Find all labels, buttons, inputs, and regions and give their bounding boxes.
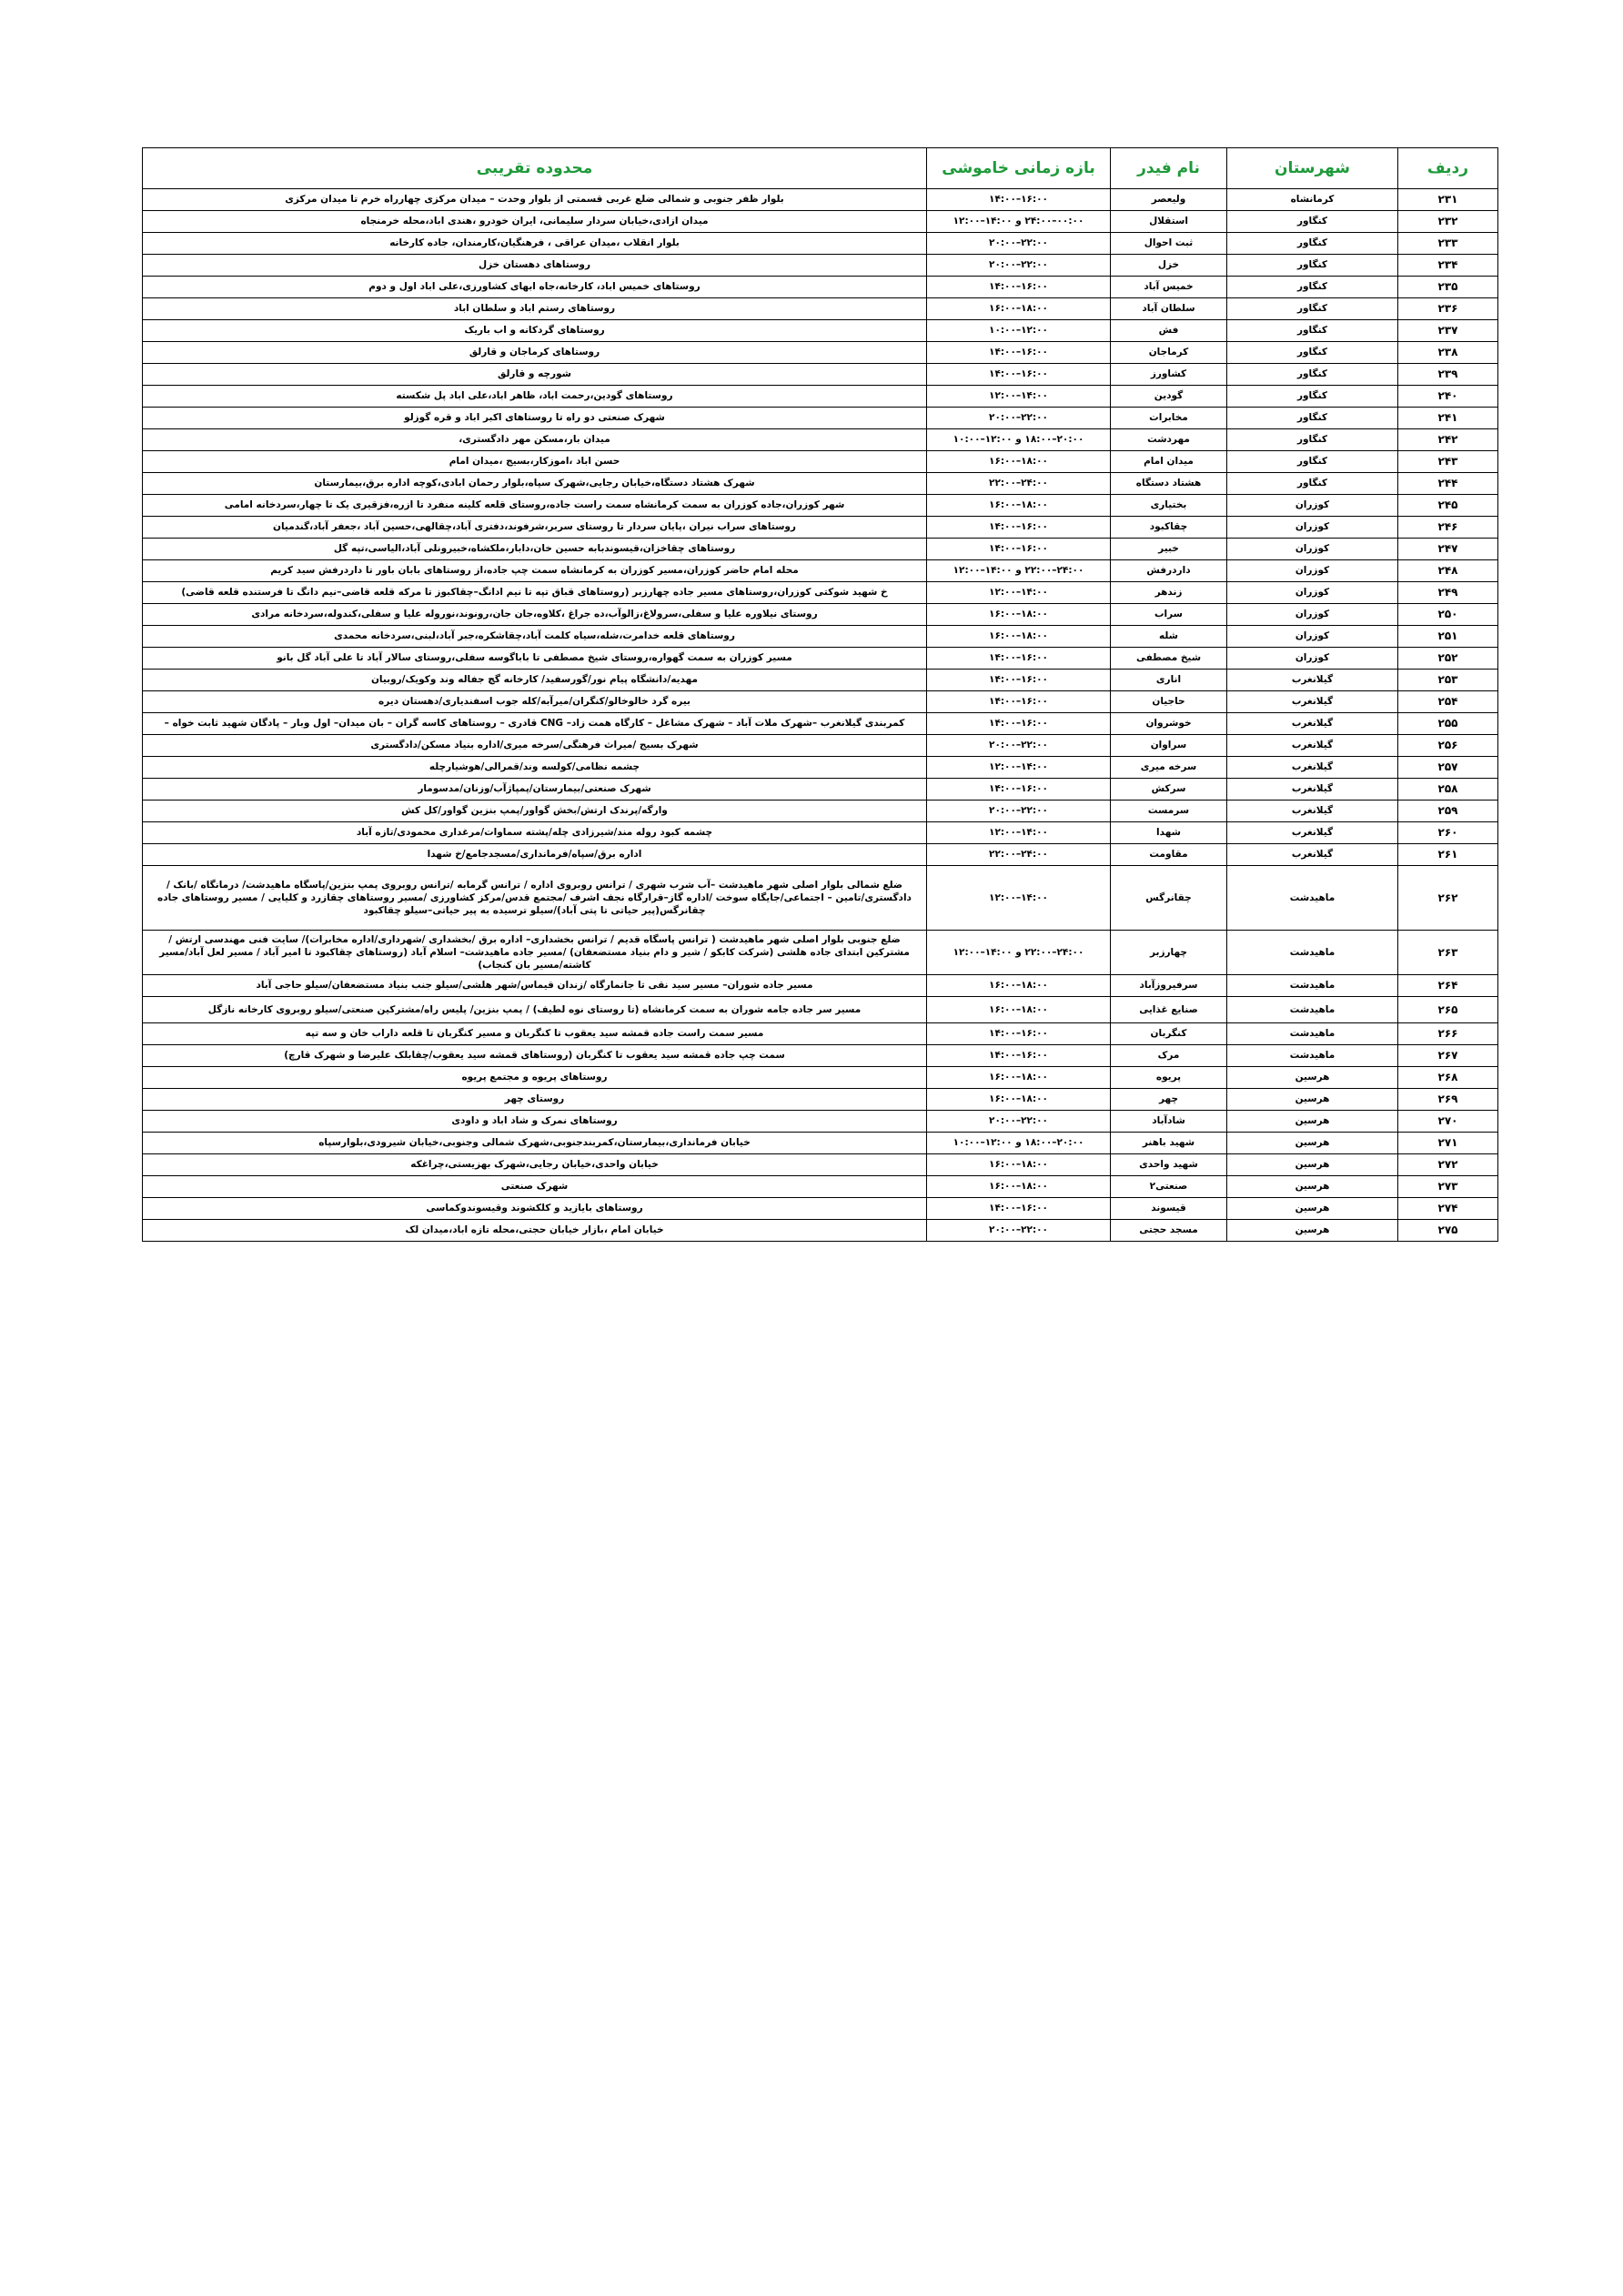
cell-feeder: سرکش bbox=[1111, 779, 1227, 801]
cell-feeder: کشاورز bbox=[1111, 364, 1227, 386]
cell-feeder: صنایع غذایی bbox=[1111, 997, 1227, 1023]
cell-row-no: ۲۶۸ bbox=[1398, 1067, 1498, 1089]
cell-row-no: ۲۶۰ bbox=[1398, 822, 1498, 844]
cell-county: کرمانشاه bbox=[1227, 189, 1398, 211]
table-row bbox=[143, 408, 1498, 429]
cell-county: گیلانغرب bbox=[1227, 713, 1398, 735]
cell-area: روستاهای خمیس اباد، کارخانه،جاه ابهای کشاورزی،علی اباد اول و دوم bbox=[143, 277, 927, 298]
cell-feeder: ثبت احوال bbox=[1111, 233, 1227, 255]
table-row bbox=[143, 735, 1498, 757]
cell-feeder: زندهر bbox=[1111, 582, 1227, 604]
cell-county: گیلانغرب bbox=[1227, 801, 1398, 822]
cell-county: کوزران bbox=[1227, 604, 1398, 626]
table-row bbox=[143, 342, 1498, 364]
cell-area: مسیر کوزران به سمت گهواره،روستای شیخ مصطفی تا باباگوسه سفلی،روستای سالار آباد تا علی آباد گل بانو bbox=[143, 648, 927, 670]
cell-feeder: چقاکبود bbox=[1111, 517, 1227, 539]
table-row bbox=[143, 713, 1498, 735]
cell-area: شهر کوزران،جاده کوزران به سمت کرمانشاه سمت راست جاده،روستای قلعه کلینه منفرد تا ازره،فزقیری یک تا چهار،سردخانه امامی bbox=[143, 495, 927, 517]
cell-row-no: ۲۴۷ bbox=[1398, 539, 1498, 560]
cell-feeder: شیخ مصطفی bbox=[1111, 648, 1227, 670]
cell-area: ضلع شمالی بلوار اصلی شهر ماهیدشت –آب شرب شهری / ترانس روبروی اداره / ترانس گرمابه /ترانس روبروی پمپ بنزین/پاسگاه ماهیدشت/ درمانگاه /بانک /دادگستری/تامین – اجتماعی/جایگاه سوخت /اداره گاز–قرارگاه نجف اشرف /مجتمع قدس/مرکز کشاورزی /مسیر روستاهای چقازرد و کلیایی / مسیر روستاهای جاده چقانرگس(پیر حیاتی تا پتی آباد)/سیلو ترسیده به پیر حیاتی–سیلو چقاکبود bbox=[143, 866, 927, 931]
cell-time: ۱۶:۰۰–۱۴:۰۰ bbox=[927, 1045, 1111, 1067]
cell-row-no: ۲۷۰ bbox=[1398, 1111, 1498, 1133]
cell-feeder: مسجد حجتی bbox=[1111, 1220, 1227, 1242]
cell-feeder: خمیس آباد bbox=[1111, 277, 1227, 298]
cell-county: هرسین bbox=[1227, 1111, 1398, 1133]
cell-time: ۱۸:۰۰–۱۶:۰۰ bbox=[927, 495, 1111, 517]
cell-area: روستاهای بایازید و کلکشوند وقیسوندوکماسی bbox=[143, 1198, 927, 1220]
cell-county: ماهیدشت bbox=[1227, 975, 1398, 997]
cell-time: ۲۲:۰۰–۲۰:۰۰ bbox=[927, 233, 1111, 255]
header-row-no: ردیف bbox=[1398, 148, 1498, 189]
cell-feeder: کنگربان bbox=[1111, 1023, 1227, 1045]
cell-feeder: شهدا bbox=[1111, 822, 1227, 844]
cell-county: کنگاور bbox=[1227, 342, 1398, 364]
cell-area: روستاهای نمرک و شاد اباد و داودی bbox=[143, 1111, 927, 1133]
cell-area: روستای چهر bbox=[143, 1089, 927, 1111]
cell-row-no: ۲۷۳ bbox=[1398, 1176, 1498, 1198]
cell-row-no: ۲۴۸ bbox=[1398, 560, 1498, 582]
table-row bbox=[143, 211, 1498, 233]
cell-feeder: چهر bbox=[1111, 1089, 1227, 1111]
cell-area: مسیر جاده شوران– مسیر سید نقی تا جانمارگاه /زندان قیماس/شهر هلشی/سیلو جنب بنیاد مستضعفان/سیلو حاجی آباد bbox=[143, 975, 927, 997]
table-row bbox=[143, 648, 1498, 670]
cell-time: ۱۴:۰۰–۱۲:۰۰ bbox=[927, 757, 1111, 779]
table-row bbox=[143, 1176, 1498, 1198]
cell-area: مسیر سر جاده جامه شوران به سمت کرمانشاه (تا روستای نوه لطیف) / پمپ بنزین/ پلیس راه/مشترکین صنعتی/سیلو روبروی کارخانه نازگل bbox=[143, 997, 927, 1023]
cell-feeder: سرفیروزآباد bbox=[1111, 975, 1227, 997]
table-row bbox=[143, 779, 1498, 801]
cell-area: شهرک صنعتی bbox=[143, 1176, 927, 1198]
table-row bbox=[143, 233, 1498, 255]
cell-area: وارگه/پرندک ارتش/بخش گواور/پمپ بنزین گواور/کل کش bbox=[143, 801, 927, 822]
cell-county: گیلانغرب bbox=[1227, 822, 1398, 844]
table-row bbox=[143, 582, 1498, 604]
table-row bbox=[143, 277, 1498, 298]
cell-county: ماهیدشت bbox=[1227, 866, 1398, 931]
cell-row-no: ۲۵۷ bbox=[1398, 757, 1498, 779]
cell-county: کنگاور bbox=[1227, 298, 1398, 320]
cell-row-no: ۲۵۶ bbox=[1398, 735, 1498, 757]
cell-time: ۱۶:۰۰–۱۴:۰۰ bbox=[927, 342, 1111, 364]
cell-row-no: ۲۵۳ bbox=[1398, 670, 1498, 691]
table-row bbox=[143, 429, 1498, 451]
table-body bbox=[143, 189, 1498, 1242]
header-feeder: نام فیدر bbox=[1111, 148, 1227, 189]
cell-time: ۱۲:۰۰–۱۰:۰۰ bbox=[927, 320, 1111, 342]
cell-time: ۱۶:۰۰–۱۴:۰۰ bbox=[927, 691, 1111, 713]
cell-county: هرسین bbox=[1227, 1067, 1398, 1089]
cell-row-no: ۲۳۷ bbox=[1398, 320, 1498, 342]
cell-time: ۱۶:۰۰–۱۴:۰۰ bbox=[927, 277, 1111, 298]
cell-area: شهرک بسیج /میراث فرهنگی/سرخه میری/اداره بنیاد مسکن/دادگستری bbox=[143, 735, 927, 757]
cell-row-no: ۲۷۴ bbox=[1398, 1198, 1498, 1220]
cell-row-no: ۲۴۰ bbox=[1398, 386, 1498, 408]
cell-row-no: ۲۶۶ bbox=[1398, 1023, 1498, 1045]
cell-feeder: پریوه bbox=[1111, 1067, 1227, 1089]
cell-row-no: ۲۴۹ bbox=[1398, 582, 1498, 604]
cell-row-no: ۲۶۴ bbox=[1398, 975, 1498, 997]
cell-feeder: مخابرات bbox=[1111, 408, 1227, 429]
cell-county: هرسین bbox=[1227, 1220, 1398, 1242]
cell-area: شهرک صنعتی/بیمارستان/پمپاژآب/وزنان/مدسومار bbox=[143, 779, 927, 801]
cell-time: ۲۴:۰۰–۲۲:۰۰ و ۱۴:۰۰–۱۲:۰۰ bbox=[927, 931, 1111, 975]
cell-feeder: خزل bbox=[1111, 255, 1227, 277]
cell-time: ۲۴:۰۰–۲۲:۰۰ bbox=[927, 844, 1111, 866]
cell-county: کنگاور bbox=[1227, 451, 1398, 473]
table-row bbox=[143, 1220, 1498, 1242]
cell-time: ۱۶:۰۰–۱۴:۰۰ bbox=[927, 1198, 1111, 1220]
cell-area: محله امام حاضر کوزران،مسیر کوزران به کرمانشاه سمت چپ جاده،از روستاهای بابان باور تا داردرفش سید کریم bbox=[143, 560, 927, 582]
table-row bbox=[143, 866, 1498, 931]
table-row bbox=[143, 320, 1498, 342]
table-row bbox=[143, 604, 1498, 626]
cell-time: ۱۸:۰۰–۱۶:۰۰ bbox=[927, 604, 1111, 626]
cell-county: کنگاور bbox=[1227, 408, 1398, 429]
cell-county: کنگاور bbox=[1227, 277, 1398, 298]
cell-area: حسن اباد ،اموزکار،بسیج ،میدان امام bbox=[143, 451, 927, 473]
cell-time: ۲۲:۰۰–۲۰:۰۰ bbox=[927, 408, 1111, 429]
cell-feeder: ولیعصر bbox=[1111, 189, 1227, 211]
cell-area: روستاهای دهستان خزل bbox=[143, 255, 927, 277]
header-time: بازه زمانی خاموشی bbox=[927, 148, 1111, 189]
cell-county: ماهیدشت bbox=[1227, 1045, 1398, 1067]
cell-feeder: شهید باهنر bbox=[1111, 1133, 1227, 1154]
cell-county: هرسین bbox=[1227, 1133, 1398, 1154]
cell-area: روستاهای کرماجان و قارلق bbox=[143, 342, 927, 364]
cell-feeder: مرک bbox=[1111, 1045, 1227, 1067]
table-row bbox=[143, 1089, 1498, 1111]
cell-time: ۱۸:۰۰–۱۶:۰۰ bbox=[927, 1089, 1111, 1111]
table-row bbox=[143, 473, 1498, 495]
cell-area: روستاهای گودین،رحمت اباد، ظاهر اباد،علی اباد پل شکسته bbox=[143, 386, 927, 408]
cell-time: ۲۰:۰۰–۱۸:۰۰ و ۱۲:۰۰–۱۰:۰۰ bbox=[927, 1133, 1111, 1154]
cell-county: کوزران bbox=[1227, 517, 1398, 539]
cell-feeder: اناری bbox=[1111, 670, 1227, 691]
table-row bbox=[143, 451, 1498, 473]
cell-time: ۱۴:۰۰–۱۲:۰۰ bbox=[927, 866, 1111, 931]
table-row bbox=[143, 386, 1498, 408]
cell-county: کنگاور bbox=[1227, 364, 1398, 386]
document-page bbox=[142, 147, 1497, 1242]
cell-area: مسیر سمت راست جاده قمشه سید یعقوب تا کنگربان و مسیر کنگربان تا قلعه داراب خان و سه تپه bbox=[143, 1023, 927, 1045]
table-row bbox=[143, 1067, 1498, 1089]
table-row bbox=[143, 539, 1498, 560]
table-row bbox=[143, 298, 1498, 320]
cell-row-no: ۲۶۳ bbox=[1398, 931, 1498, 975]
cell-feeder: استقلال bbox=[1111, 211, 1227, 233]
cell-county: هرسین bbox=[1227, 1154, 1398, 1176]
table-row bbox=[143, 691, 1498, 713]
cell-time: ۱۸:۰۰–۱۶:۰۰ bbox=[927, 298, 1111, 320]
cell-time: ۲۲:۰۰–۲۰:۰۰ bbox=[927, 1111, 1111, 1133]
cell-time: ۱۴:۰۰–۱۲:۰۰ bbox=[927, 822, 1111, 844]
cell-area: روستاهای چقاخزان،قیسوندبابه حسین خان،دابار،ملکشاه،خبیرونلی آباد،الیاسی،تپه گل bbox=[143, 539, 927, 560]
cell-time: ۱۸:۰۰–۱۶:۰۰ bbox=[927, 1154, 1111, 1176]
cell-feeder: فش bbox=[1111, 320, 1227, 342]
cell-county: هرسین bbox=[1227, 1198, 1398, 1220]
cell-feeder: شله bbox=[1111, 626, 1227, 648]
table-row bbox=[143, 1111, 1498, 1133]
table-row bbox=[143, 1045, 1498, 1067]
cell-row-no: ۲۳۹ bbox=[1398, 364, 1498, 386]
cell-area: روستاهای سراب نیران ،پایان سردار تا روستای سربر،شرفوند،دفتری آباد،چقالهی،حسین آباد ،جعفر آباد،گندمیان bbox=[143, 517, 927, 539]
cell-time: ۱۶:۰۰–۱۴:۰۰ bbox=[927, 779, 1111, 801]
cell-time: ۱۶:۰۰–۱۴:۰۰ bbox=[927, 1023, 1111, 1045]
cell-feeder: داردرفش bbox=[1111, 560, 1227, 582]
cell-feeder: هشتاد دستگاه bbox=[1111, 473, 1227, 495]
cell-time: ۲۰:۰۰–۱۸:۰۰ و ۱۲:۰۰–۱۰:۰۰ bbox=[927, 429, 1111, 451]
cell-county: کنگاور bbox=[1227, 211, 1398, 233]
cell-row-no: ۲۴۶ bbox=[1398, 517, 1498, 539]
cell-row-no: ۲۳۳ bbox=[1398, 233, 1498, 255]
cell-county: گیلانغرب bbox=[1227, 735, 1398, 757]
cell-row-no: ۲۳۴ bbox=[1398, 255, 1498, 277]
cell-time: ۰۰:۰۰–۲۴:۰۰ و ۱۴:۰۰–۱۲:۰۰ bbox=[927, 211, 1111, 233]
cell-area: بلوار ظفر جنوبی و شمالی ضلع غربی قسمتی از بلوار وحدت – میدان مرکزی چهارراه خرم تا میدان مرکزی bbox=[143, 189, 927, 211]
cell-row-no: ۲۵۸ bbox=[1398, 779, 1498, 801]
cell-row-no: ۲۳۸ bbox=[1398, 342, 1498, 364]
cell-area: روستاهای گردکانه و اب باریک bbox=[143, 320, 927, 342]
cell-row-no: ۲۳۱ bbox=[1398, 189, 1498, 211]
table-row bbox=[143, 757, 1498, 779]
cell-area: روستاهای رستم اباد و سلطان اباد bbox=[143, 298, 927, 320]
cell-area: اداره برق/سپاه/فرمانداری/مسجدجامع/خ شهدا bbox=[143, 844, 927, 866]
table-row bbox=[143, 1154, 1498, 1176]
cell-area: روستاهای پریوه و مجتمع پریوه bbox=[143, 1067, 927, 1089]
cell-feeder: سرمست bbox=[1111, 801, 1227, 822]
cell-time: ۱۶:۰۰–۱۴:۰۰ bbox=[927, 648, 1111, 670]
cell-row-no: ۲۴۴ bbox=[1398, 473, 1498, 495]
cell-area: خیابان امام ،بازار خیابان حجتی،محله تازه اباد،میدان لک bbox=[143, 1220, 927, 1242]
cell-feeder: چقانرگس bbox=[1111, 866, 1227, 931]
table-row bbox=[143, 975, 1498, 997]
cell-county: کوزران bbox=[1227, 560, 1398, 582]
table-row bbox=[143, 670, 1498, 691]
cell-area: خ شهید شوکتی کوزران،روستاهای مسیر جاده چهارزبر (روستاهای قباق تپه تا نیم ادانگ–چقاکبوز تا مرکه قلعه قاضی–نیم دانگ تا فرستنده قلعه قاضی) bbox=[143, 582, 927, 604]
cell-feeder: مقاومت bbox=[1111, 844, 1227, 866]
cell-area: بیره گرد خالوخالو/کنگران/میرآبه/کله جوب اسفندیاری/دهستان دیره bbox=[143, 691, 927, 713]
cell-county: گیلانغرب bbox=[1227, 757, 1398, 779]
cell-area: سمت چپ جاده قمشه سید یعقوب تا کنگربان (روستاهای قمشه سید یعقوب/چقابلک علیرضا و شهرک قارچ) bbox=[143, 1045, 927, 1067]
cell-feeder: چهارزبر bbox=[1111, 931, 1227, 975]
cell-row-no: ۲۶۹ bbox=[1398, 1089, 1498, 1111]
cell-area: شورچه و قارلق bbox=[143, 364, 927, 386]
cell-row-no: ۲۴۵ bbox=[1398, 495, 1498, 517]
table-row bbox=[143, 844, 1498, 866]
cell-time: ۱۸:۰۰–۱۶:۰۰ bbox=[927, 997, 1111, 1023]
cell-row-no: ۲۵۴ bbox=[1398, 691, 1498, 713]
cell-row-no: ۲۴۲ bbox=[1398, 429, 1498, 451]
cell-area: بلوار انقلاب ،میدان عراقی ، فرهنگیان،کارمندان، جاده کارخانه bbox=[143, 233, 927, 255]
cell-area: شهرک هشتاد دستگاه،خیابان رجایی،شهرک سپاه،بلوار رحمان ابادی،کوچه اداره برق،بیمارستان bbox=[143, 473, 927, 495]
table-row bbox=[143, 822, 1498, 844]
cell-row-no: ۲۵۲ bbox=[1398, 648, 1498, 670]
cell-time: ۱۸:۰۰–۱۶:۰۰ bbox=[927, 1067, 1111, 1089]
cell-feeder: صنعتی۲ bbox=[1111, 1176, 1227, 1198]
cell-row-no: ۲۶۲ bbox=[1398, 866, 1498, 931]
cell-time: ۱۴:۰۰–۱۲:۰۰ bbox=[927, 386, 1111, 408]
cell-feeder: سراوان bbox=[1111, 735, 1227, 757]
table-row bbox=[143, 801, 1498, 822]
cell-county: کوزران bbox=[1227, 539, 1398, 560]
cell-feeder: خوشروان bbox=[1111, 713, 1227, 735]
cell-row-no: ۲۴۳ bbox=[1398, 451, 1498, 473]
cell-feeder: سرخه میری bbox=[1111, 757, 1227, 779]
cell-area: مهدیه/دانشگاه پیام نور/گورسفید/ کارخانه گچ جفاله وند وکویک/روبیان bbox=[143, 670, 927, 691]
cell-time: ۱۸:۰۰–۱۶:۰۰ bbox=[927, 1176, 1111, 1198]
cell-area: روستای نیلاوره علیا و سفلی،سرولاغ،زالوآب،ده جراغ ،کلاوه،جان جان،رونوند،نوروله علیا و سفلی،کندوله،سردخانه مرادی bbox=[143, 604, 927, 626]
cell-time: ۱۸:۰۰–۱۶:۰۰ bbox=[927, 626, 1111, 648]
cell-county: کنگاور bbox=[1227, 386, 1398, 408]
cell-county: کنگاور bbox=[1227, 255, 1398, 277]
cell-county: گیلانغرب bbox=[1227, 844, 1398, 866]
cell-county: گیلانغرب bbox=[1227, 670, 1398, 691]
cell-row-no: ۲۷۱ bbox=[1398, 1133, 1498, 1154]
cell-row-no: ۲۶۱ bbox=[1398, 844, 1498, 866]
cell-row-no: ۲۳۵ bbox=[1398, 277, 1498, 298]
table-row bbox=[143, 626, 1498, 648]
outage-schedule-table bbox=[142, 147, 1498, 1242]
cell-county: کنگاور bbox=[1227, 473, 1398, 495]
cell-area: چشمه نظامی/کولسه وند/قمرالی/هوشیارچله bbox=[143, 757, 927, 779]
table-row bbox=[143, 517, 1498, 539]
cell-area: خیابان فرمانداری،بیمارستان،کمربندجنوبی،شهرک شمالی وجنوبی،خیابان شیرودی،بلوارسپاه bbox=[143, 1133, 927, 1154]
cell-row-no: ۲۳۲ bbox=[1398, 211, 1498, 233]
cell-time: ۱۸:۰۰–۱۶:۰۰ bbox=[927, 451, 1111, 473]
table-row bbox=[143, 255, 1498, 277]
cell-area: خیابان واحدی،خیابان رجایی،شهرک بهزیستی،چراغکه bbox=[143, 1154, 927, 1176]
cell-area: شهرک صنعتی دو راه تا روستاهای اکبر اباد و قره گوزلو bbox=[143, 408, 927, 429]
cell-feeder: مهردشت bbox=[1111, 429, 1227, 451]
cell-feeder: سلطان آباد bbox=[1111, 298, 1227, 320]
cell-county: گیلانغرب bbox=[1227, 779, 1398, 801]
table-row bbox=[143, 189, 1498, 211]
cell-county: هرسین bbox=[1227, 1176, 1398, 1198]
cell-time: ۲۴:۰۰–۲۲:۰۰ bbox=[927, 473, 1111, 495]
cell-area: کمربندی گیلانغرب –شهرک ملات آباد – شهرک مشاغل – کارگاه همت زاد– CNG قادری – روستاهای کاسه گران – بان میدان– اول وبار – پادگان شهید ثابت خواه – bbox=[143, 713, 927, 735]
cell-time: ۲۲:۰۰–۲۰:۰۰ bbox=[927, 801, 1111, 822]
cell-county: کوزران bbox=[1227, 626, 1398, 648]
header-county: شهرستان bbox=[1227, 148, 1398, 189]
cell-row-no: ۲۷۲ bbox=[1398, 1154, 1498, 1176]
cell-time: ۲۲:۰۰–۲۰:۰۰ bbox=[927, 735, 1111, 757]
cell-county: کنگاور bbox=[1227, 429, 1398, 451]
table-row bbox=[143, 495, 1498, 517]
cell-row-no: ۲۶۵ bbox=[1398, 997, 1498, 1023]
cell-row-no: ۲۴۱ bbox=[1398, 408, 1498, 429]
table-row bbox=[143, 1023, 1498, 1045]
table-row bbox=[143, 997, 1498, 1023]
cell-area: میدان ازادی،خیابان سردار سلیمانی، ایران خودرو ،هندی اباد،محله خرمنجاه bbox=[143, 211, 927, 233]
table-row bbox=[143, 560, 1498, 582]
cell-feeder: سراب bbox=[1111, 604, 1227, 626]
cell-county: کنگاور bbox=[1227, 233, 1398, 255]
cell-row-no: ۲۵۵ bbox=[1398, 713, 1498, 735]
cell-time: ۱۶:۰۰–۱۴:۰۰ bbox=[927, 364, 1111, 386]
cell-feeder: میدان امام bbox=[1111, 451, 1227, 473]
cell-feeder: خبیر bbox=[1111, 539, 1227, 560]
cell-county: ماهیدشت bbox=[1227, 1023, 1398, 1045]
cell-county: کنگاور bbox=[1227, 320, 1398, 342]
cell-feeder: کرماجان bbox=[1111, 342, 1227, 364]
cell-feeder: بختیاری bbox=[1111, 495, 1227, 517]
cell-feeder: شادآباد bbox=[1111, 1111, 1227, 1133]
cell-feeder: گودین bbox=[1111, 386, 1227, 408]
cell-feeder: قیسوند bbox=[1111, 1198, 1227, 1220]
table-header-row bbox=[143, 148, 1498, 189]
cell-row-no: ۲۵۱ bbox=[1398, 626, 1498, 648]
cell-time: ۱۸:۰۰–۱۶:۰۰ bbox=[927, 975, 1111, 997]
cell-county: ماهیدشت bbox=[1227, 997, 1398, 1023]
cell-time: ۱۶:۰۰–۱۴:۰۰ bbox=[927, 539, 1111, 560]
cell-time: ۲۴:۰۰–۲۲:۰۰ و ۱۴:۰۰–۱۲:۰۰ bbox=[927, 560, 1111, 582]
table-row bbox=[143, 1133, 1498, 1154]
cell-county: هرسین bbox=[1227, 1089, 1398, 1111]
cell-area: چشمه کبود روله مند/شیرزادی چله/پشته سماوات/مرغداری محمودی/تازه آباد bbox=[143, 822, 927, 844]
table-row bbox=[143, 364, 1498, 386]
cell-area: روستاهای قلعه خدامرت،شله،سیاه کلمت آباد،چقاشکره،جبر آباد،لبنی،سردخانه محمدی bbox=[143, 626, 927, 648]
table-row bbox=[143, 1198, 1498, 1220]
cell-area: میدان بار،مسکن مهر دادگستری، bbox=[143, 429, 927, 451]
cell-time: ۱۶:۰۰–۱۴:۰۰ bbox=[927, 713, 1111, 735]
cell-row-no: ۲۳۶ bbox=[1398, 298, 1498, 320]
cell-row-no: ۲۷۵ bbox=[1398, 1220, 1498, 1242]
cell-county: ماهیدشت bbox=[1227, 931, 1398, 975]
cell-area: ضلع جنوبی بلوار اصلی شهر ماهیدشت ( ترانس پاسگاه قدیم / ترانس بخشداری– اداره برق /بخشداری /شهرداری/اداره مخابرات)/ سایت فنی مهندسی ارتش / مشترکین ابتدای جاده هلشی (شرکت کابکو / شیر و دام بنیاد مستضعفان) /مسیر جاده ماهیدشت– اسلام آباد (روستاهای چقاکبود تا امیر آباد / مسیر لعل آباد/مسیر کاشته/مسیر بان کنجاب) bbox=[143, 931, 927, 975]
cell-county: کوزران bbox=[1227, 582, 1398, 604]
cell-time: ۲۲:۰۰–۲۰:۰۰ bbox=[927, 255, 1111, 277]
table-row bbox=[143, 931, 1498, 975]
cell-county: کوزران bbox=[1227, 648, 1398, 670]
cell-row-no: ۲۶۷ bbox=[1398, 1045, 1498, 1067]
cell-feeder: حاجیان bbox=[1111, 691, 1227, 713]
cell-time: ۱۴:۰۰–۱۲:۰۰ bbox=[927, 582, 1111, 604]
cell-county: گیلانغرب bbox=[1227, 691, 1398, 713]
cell-county: کوزران bbox=[1227, 495, 1398, 517]
cell-time: ۱۶:۰۰–۱۴:۰۰ bbox=[927, 670, 1111, 691]
cell-feeder: شهید واحدی bbox=[1111, 1154, 1227, 1176]
cell-time: ۲۲:۰۰–۲۰:۰۰ bbox=[927, 1220, 1111, 1242]
cell-row-no: ۲۵۰ bbox=[1398, 604, 1498, 626]
cell-row-no: ۲۵۹ bbox=[1398, 801, 1498, 822]
cell-time: ۱۶:۰۰–۱۴:۰۰ bbox=[927, 189, 1111, 211]
header-area: محدوده تقریبی bbox=[143, 148, 927, 189]
cell-time: ۱۶:۰۰–۱۴:۰۰ bbox=[927, 517, 1111, 539]
